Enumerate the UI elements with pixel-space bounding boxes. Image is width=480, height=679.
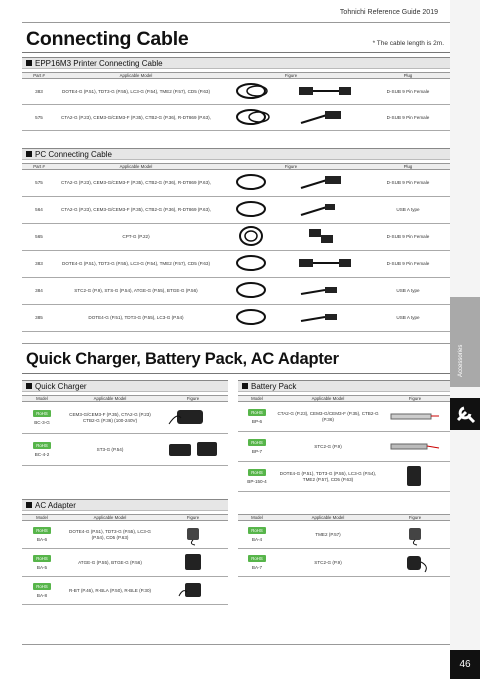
table-row: 575 CTA2-G (P.23), CEM3-G/CEM3-F (P.35), CTB2-G (P.36), R-DT869 (P.63), D-SUB 9 Pin Female bbox=[22, 170, 450, 197]
battery-pack-bar: Battery Pack bbox=[238, 380, 450, 392]
table-row: RoHS BA-5 ATGE-G (P.55), BTGE-G (P.56) bbox=[22, 549, 228, 577]
pc-section-bar: PC Connecting Cable bbox=[22, 148, 450, 160]
ac-adapter-bar: AC Adapter bbox=[22, 499, 228, 511]
ac-adapter-table-right: Model Applicable Model Figure RoHS BA-4 TME2 (P.57) RoHS BA-7 STC2-G (P.9) bbox=[238, 514, 450, 577]
table-row: 384 STC2-G (P.9), STS-G (P.54), ATGE-G (P.55), BTGE-G (P.56) USB A type bbox=[22, 278, 450, 305]
table-row: 564 CTA2-G (P.23), CEM3-G/CEM3-F (P.35), CTB2-G (P.36), R-DT869 (P.63), USB A type bbox=[22, 197, 450, 224]
figure-adapter bbox=[158, 549, 228, 577]
header-rule bbox=[22, 22, 450, 23]
table-row: 383 DOTE4-G (P.51), TDT3-G (P.55), LC3-G (P.54), TME2 (P.57), CD5 (P.63) D-SUB 9 Pin Female bbox=[22, 79, 450, 105]
title-rule-2 bbox=[22, 373, 450, 374]
quick-charger-table: Model Applicable Model Figure RoHS BC-3-G CEM3-G/CEM3-F (P.35), CTA2-G (P.23) CTB2-G (P.36) (100-240V) RoHS BC-4-2 ST3-G (P.54) bbox=[22, 395, 228, 466]
figure-charger bbox=[158, 434, 228, 466]
figure-adapter bbox=[158, 521, 228, 549]
ac-adapter-table-left: Model Applicable Model Figure RoHS BA-6 DOTE4-G (P.51), TDT3-G (P.55), LC3-G (P.54), CD5 (P.63) RoHS BA-5 ATGE-G (P.55), BTGE-G (P.56) RoHS BA-8 R-BT (P.46), R-BLA (P.50), R-BLE (P.30) bbox=[22, 514, 228, 605]
table-row: RoHS BP-6 CTA2-G (P.23), CEM3-G/CEM3-F (P.35), CTB2-G (P.36) bbox=[238, 402, 450, 432]
table-row: RoHS BP-7 STC2-G (P.9) bbox=[238, 432, 450, 462]
figure-cable bbox=[216, 224, 366, 251]
footer-rule bbox=[22, 644, 450, 645]
title-rule bbox=[22, 52, 450, 53]
epp-table: Part # Applicable Model Figure Plug 383 DOTE4-G (P.51), TDT3-G (P.55), LC3-G (P.54), TME2 (P.57), CD5 (P.63) D-SUB 9 Pin Female 575 CTA2-G (P.23), CEM3-G/CEM3-F (P.35), CTB2-G (P.36), R-DT869 (P.63), D-SUB 9 Pin Female bbox=[22, 72, 450, 131]
figure-adapter bbox=[158, 577, 228, 605]
table-row: RoHS BP-150-4 DOTE4-G (P.51), TDT3-G (P.55), LC3-G (P.54), TME2 (P.57), CD5 (P.63) bbox=[238, 462, 450, 492]
table-row: RoHS BC-3-G CEM3-G/CEM3-F (P.35), CTA2-G (P.23) CTB2-G (P.36) (100-240V) bbox=[22, 402, 228, 434]
table-row: 565 CPT-G (P.22) D-SUB 9 Pin Female bbox=[22, 224, 450, 251]
figure-cable bbox=[216, 278, 366, 305]
figure-adapter bbox=[380, 549, 450, 577]
figure-cable bbox=[216, 105, 366, 131]
pc-table: Part # Applicable Model Figure Plug 575 CTA2-G (P.23), CEM3-G/CEM3-F (P.35), CTB2-G (P.36), R-DT869 (P.63), D-SUB 9 Pin Female 564 CTA2-G (P.23), CEM3-G/CEM3-F (P.35), CTB2-G (P.36), R-DT869 (P.63), USB A type 565 CPT-G (P.22) D-SUB 9 Pin Female 383 DOTE4-G (P.51), TDT3-G (P.55), LC3-G (P.54), TME2 (P.57), CD5 (P.63) D-SUB 9 Pin Female 384 STC2-G (P.9), STS-G (P.54), ATGE-G (P.55), BTGE-G (P.56) USB A type 385 DOTE4-G (P.51), TDT3-G (P.55), LC3-G (P.54) USB A type bbox=[22, 163, 450, 332]
figure-cable bbox=[216, 197, 366, 224]
guide-title: Tohnichi Reference Guide 2019 bbox=[339, 9, 438, 16]
battery-pack-table: Model Applicable Model Figure RoHS BP-6 CTA2-G (P.23), CEM3-G/CEM3-F (P.35), CTB2-G (P.36) RoHS BP-7 STC2-G (P.9) RoHS BP-150-4 DOTE4-G (P.51), TDT3-G (P.55), LC3-G (P.54), TME2 (P.57), CD5 (P.63) bbox=[238, 395, 450, 492]
page-title-2: Quick Charger, Battery Pack, AC Adapter bbox=[26, 350, 339, 368]
table-row: RoHS BA-7 STC2-G (P.9) bbox=[238, 549, 450, 577]
figure-cable bbox=[216, 305, 366, 332]
section-rule bbox=[22, 343, 450, 344]
page-number: 46 bbox=[450, 650, 480, 679]
figure-battery bbox=[380, 402, 450, 432]
figure-battery bbox=[380, 432, 450, 462]
table-row: RoHS BA-4 TME2 (P.57) bbox=[238, 521, 450, 549]
page-title: Connecting Cable bbox=[26, 28, 189, 50]
table-row: RoHS BC-4-2 ST3-G (P.54) bbox=[22, 434, 228, 466]
table-row: 383 DOTE4-G (P.51), TDT3-G (P.55), LC3-G (P.54), TME2 (P.57), CD5 (P.63) D-SUB 9 Pin Female bbox=[22, 251, 450, 278]
quick-charger-bar: Quick Charger bbox=[22, 380, 228, 392]
figure-cable bbox=[216, 251, 366, 278]
figure-cable bbox=[216, 170, 366, 197]
table-row: RoHS BA-8 R-BT (P.46), R-BLA (P.50), R-BLE (P.30) bbox=[22, 577, 228, 605]
table-row: RoHS BA-6 DOTE4-G (P.51), TDT3-G (P.55), LC3-G (P.54), CD5 (P.63) bbox=[22, 521, 228, 549]
epp-section-bar: EPP16M3 Printer Connecting Cable bbox=[22, 57, 450, 69]
wrench-icon bbox=[450, 398, 480, 430]
figure-battery bbox=[380, 462, 450, 492]
figure-cable bbox=[216, 79, 366, 105]
table-row: 575 CTA2-G (P.23), CEM3-G/CEM3-F (P.35), CTB2-G (P.36), R-DT869 (P.63), D-SUB 9 Pin Female bbox=[22, 105, 450, 131]
figure-adapter bbox=[380, 521, 450, 549]
table-row: 385 DOTE4-G (P.51), TDT3-G (P.55), LC3-G (P.54) USB A type bbox=[22, 305, 450, 332]
cable-note: * The cable length is 2m. bbox=[372, 40, 444, 47]
figure-charger bbox=[158, 402, 228, 434]
side-tab-accessories: Accessories bbox=[450, 297, 480, 387]
